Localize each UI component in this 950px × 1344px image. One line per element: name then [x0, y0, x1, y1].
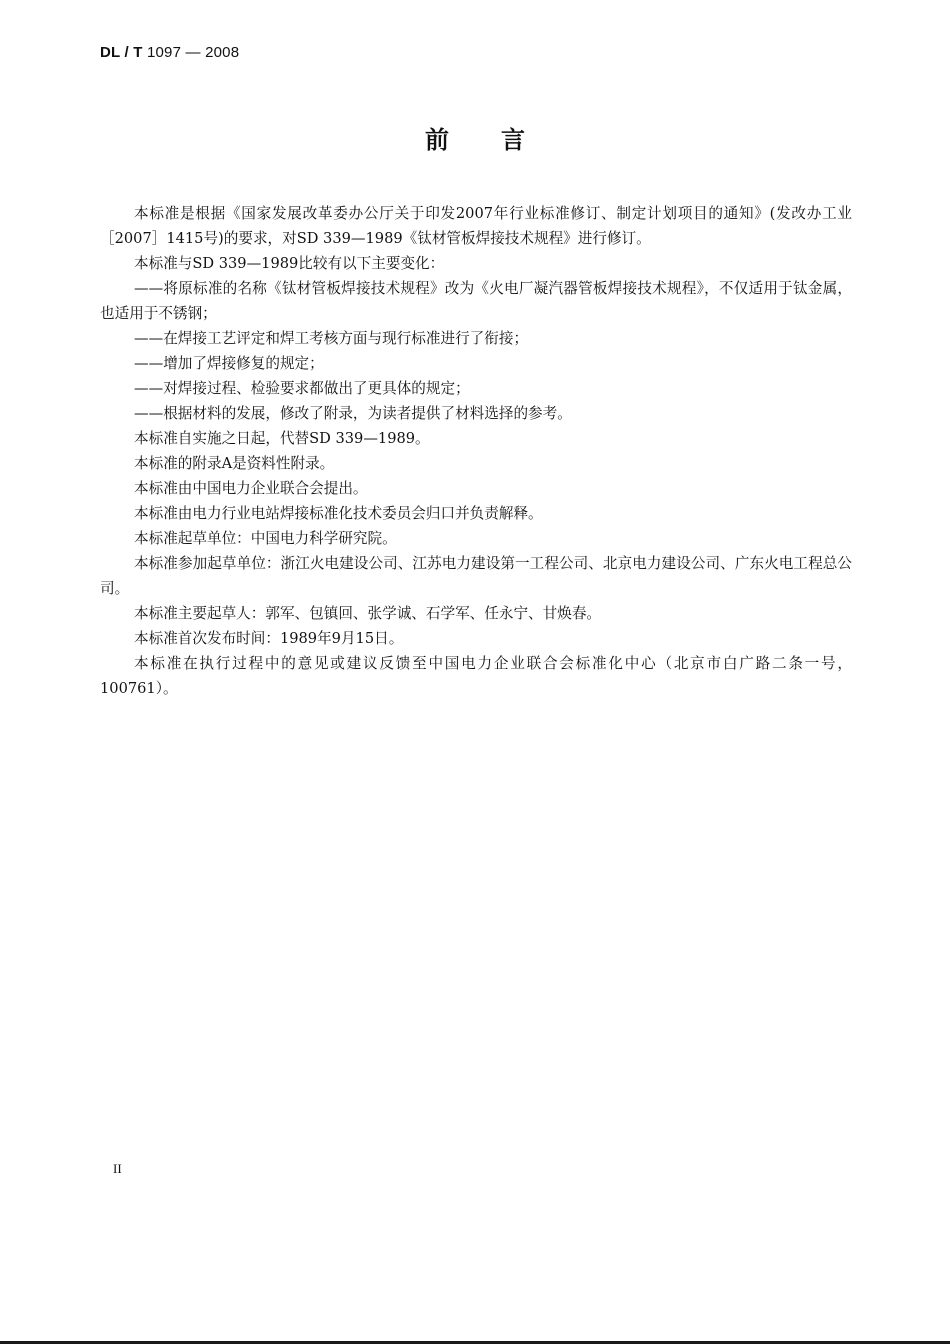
- paragraph-drafters: 本标准主要起草人：郭军、包镇回、张学诚、石学军、任永宁、甘焕春。: [134, 605, 602, 622]
- paragraph-drafting-unit: 本标准起草单位：中国电力科学研究院。: [134, 530, 397, 547]
- document-code-prefix: DL / T: [100, 44, 143, 61]
- paragraph-replaces: 本标准自实施之日起，代替SD 339—1989。: [134, 430, 430, 447]
- paragraph-feedback: 本标准在执行过程中的意见或建议反馈至中国电力企业联合会标准化中心（北京市白广路二条一号，100761）。: [100, 655, 852, 697]
- paragraph-basis: 本标准是根据《国家发展改革委办公厅关于印发2007年行业标准修订、制定计划项目的通知》(发改办工业［2007］1415号)的要求，对SD 339—1989《钛材管板焊接技术规程》进行修订。: [100, 205, 852, 247]
- paragraph-change-qualification: ——在焊接工艺评定和焊工考核方面与现行标准进行了衔接；: [134, 330, 529, 347]
- paragraph-change-appendix: ——根据材料的发展，修改了附录，为读者提供了材料选择的参考。: [134, 405, 572, 422]
- page-title: 前言: [425, 126, 577, 154]
- paragraph-changes-intro: 本标准与SD 339—1989比较有以下主要变化：: [134, 255, 445, 272]
- preface-body: [100, 201, 852, 701]
- paragraph-proposed-by: 本标准由中国电力企业联合会提出。: [134, 480, 368, 497]
- paragraph-appendix-a: 本标准的附录A是资料性附录。: [134, 455, 335, 472]
- page-number: II: [113, 1161, 122, 1176]
- paragraph-managed-by: 本标准由电力行业电站焊接标准化技术委员会归口并负责解释。: [134, 505, 543, 522]
- paragraph-change-name: ——将原标准的名称《钛材管板焊接技术规程》改为《火电厂凝汽器管板焊接技术规程》，不仅适用于钛金属，也适用于不锈钢；: [100, 280, 852, 322]
- document-code: [100, 44, 239, 61]
- paragraph-change-inspection: ——对焊接过程、检验要求都做出了更具体的规定；: [134, 380, 470, 397]
- paragraph-first-release: 本标准首次发布时间：1989年9月15日。: [134, 630, 404, 647]
- document-code-number: 1097 — 2008: [146, 44, 240, 61]
- paragraph-participating-units: 本标准参加起草单位：浙江火电建设公司、江苏电力建设第一工程公司、北京电力建设公司、广东火电工程总公司。: [100, 555, 852, 597]
- paragraph-change-repair: ——增加了焊接修复的规定；: [134, 355, 324, 372]
